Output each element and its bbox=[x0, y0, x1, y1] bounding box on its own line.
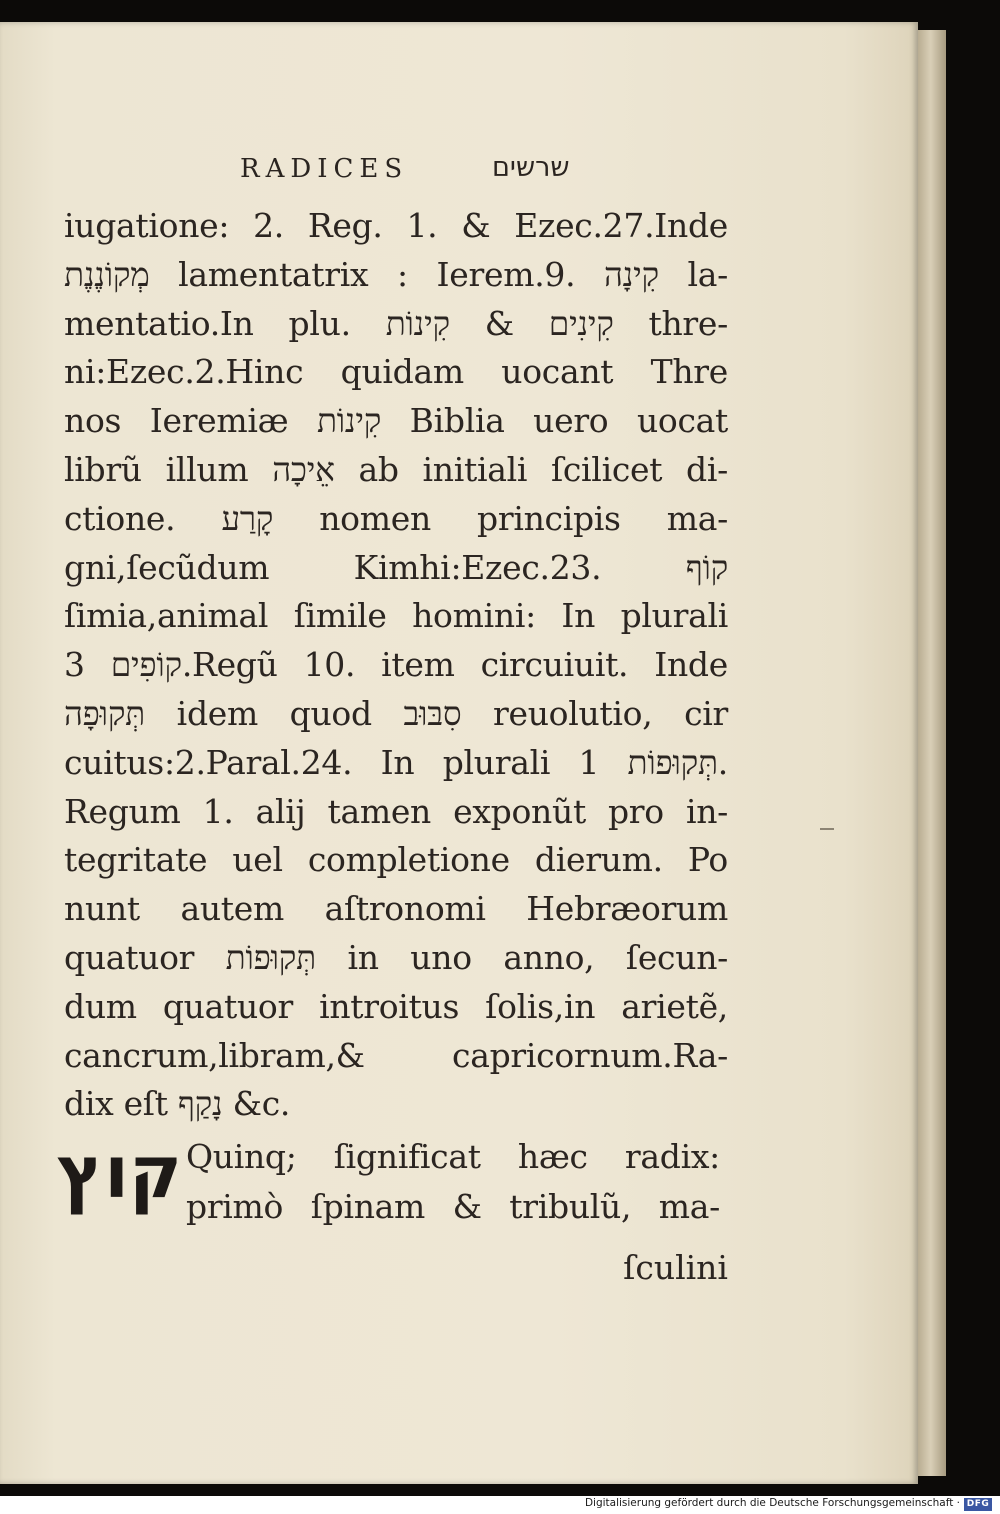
scan-border bbox=[946, 0, 1000, 1496]
entry-headword: קוץ bbox=[56, 1130, 182, 1214]
book-page bbox=[0, 22, 918, 1484]
text-line: ctione. קָרַע nomen principis ma- bbox=[64, 498, 729, 538]
text-line: nunt autem aſtronomi Hebræorum bbox=[64, 889, 728, 929]
entry-line: primò ſpinam & tribulũ, ma- bbox=[186, 1187, 720, 1226]
text-line: mentatio.In plu. קִינִים & קִינוֹת thre- bbox=[64, 303, 728, 343]
text-line: tegritate uel completione dierum. Po bbox=[64, 840, 728, 880]
book-edge bbox=[918, 30, 946, 1476]
text-line: cancrum,libram,& capricornum.Ra- bbox=[64, 1035, 728, 1075]
text-line: quatuor תְּקוּפוֹת in uno anno, ſecun- bbox=[64, 937, 728, 977]
body-text bbox=[64, 202, 728, 1129]
text-line: dix eſt נָקַף &c. bbox=[64, 1084, 291, 1124]
page-header bbox=[0, 150, 918, 190]
footer-credit: Digitalisierung gefördert durch die Deutsche Forschungsgemeinschaft · bbox=[584, 1497, 960, 1509]
text-line: nos Ieremiæ קִינוֹת Biblia uero uocat bbox=[64, 401, 728, 441]
text-line: ſimia,animal ſimile homini: In plurali bbox=[64, 596, 728, 636]
text-line: librũ illum אֵיכָה ab initiali ſcilicet di- bbox=[64, 449, 728, 489]
running-head-latin: RADICES bbox=[240, 154, 409, 184]
footer-bar bbox=[0, 1496, 1000, 1514]
entry-line: Quinq; ſignificat hæc radix: bbox=[186, 1137, 720, 1176]
text-line: ni:Ezec.2.Hinc quidam uocant Thre bbox=[64, 352, 728, 392]
margin-mark bbox=[820, 828, 834, 830]
dfg-logo: DFG bbox=[964, 1498, 992, 1511]
text-line: Regum 1. alij tamen exponũt pro in- bbox=[64, 791, 728, 831]
text-line: מְקוֹנֶנֶת lamentatrix : Ierem.9. קִינָה la- bbox=[64, 254, 728, 294]
text-line: cuitus:2.Paral.24. In plurali תְּקוּפוֹת 1. bbox=[64, 742, 728, 782]
entry-text bbox=[186, 1132, 720, 1232]
text-line: תְּקוּפָה idem quod סִבּוּב reuolutio, cir bbox=[64, 693, 728, 733]
text-line: dum quatuor introitus ſolis,in arietẽ, bbox=[64, 986, 728, 1026]
catchword: ſculini bbox=[623, 1248, 728, 1287]
running-head-hebrew: שרשים bbox=[492, 152, 570, 183]
text-line: iugatione: 2. Reg. 1. & Ezec.27.Inde bbox=[64, 206, 728, 245]
text-line: gni,ſecũdum Kimhi:Ezec.23. קוֹף bbox=[64, 547, 728, 587]
text-line: קוֹפִים 3.Regũ 10. item circuiuit. Inde bbox=[64, 645, 728, 685]
